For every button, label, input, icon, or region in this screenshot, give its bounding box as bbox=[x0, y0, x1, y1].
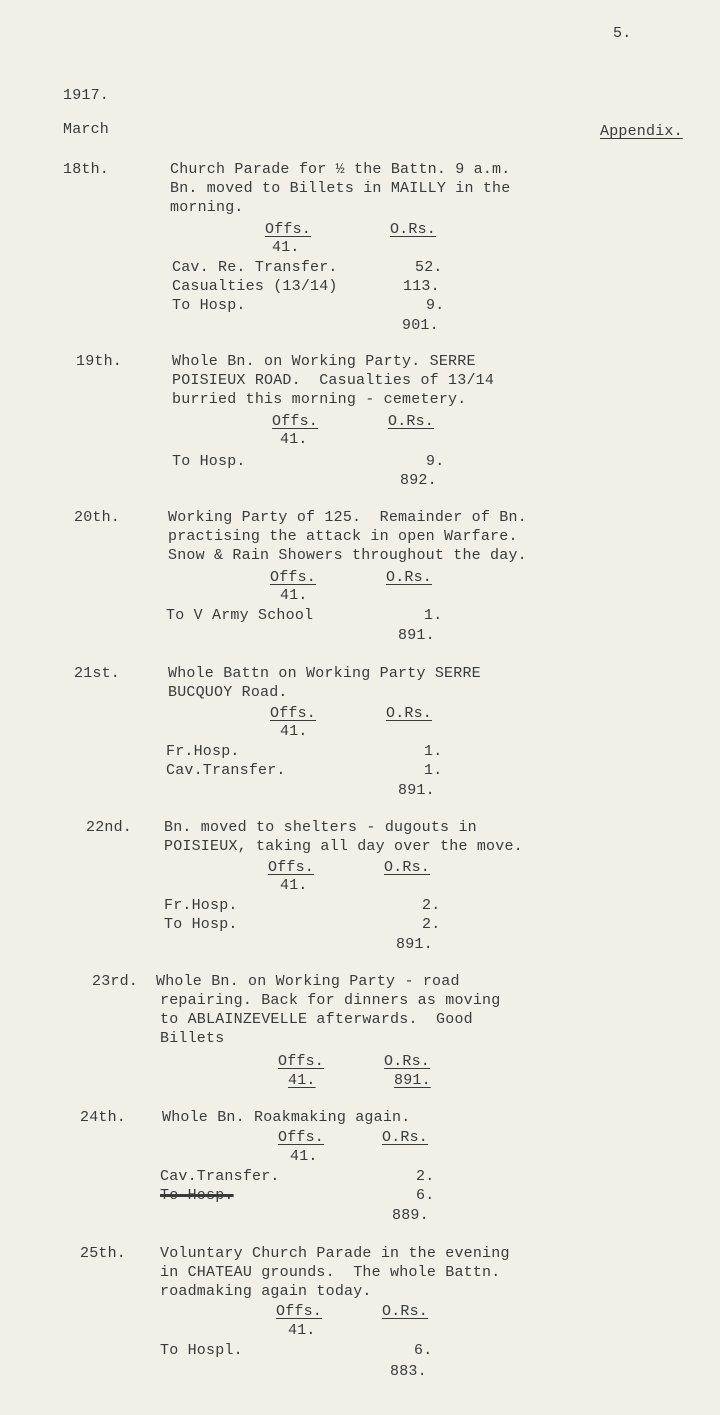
appendix-heading: Appendix. bbox=[600, 123, 683, 140]
item-label: To V Army School bbox=[166, 607, 314, 624]
item-value: 1. bbox=[424, 607, 443, 624]
total-value: 883. bbox=[390, 1363, 427, 1380]
offs-value: 41. bbox=[272, 239, 300, 256]
item-value: 9. bbox=[426, 453, 445, 470]
total-value: 891. bbox=[398, 627, 435, 644]
ors-label: O.Rs. bbox=[382, 1303, 429, 1320]
offs-value: 41. bbox=[290, 1148, 318, 1165]
entry-date: 25th. bbox=[80, 1245, 127, 1262]
item-label: Fr.Hosp. bbox=[166, 743, 240, 760]
page-number: 5. bbox=[613, 25, 632, 42]
total-value: 889. bbox=[392, 1207, 429, 1224]
entry-line: burried this morning - cemetery. bbox=[172, 391, 467, 408]
entry-date: 24th. bbox=[80, 1109, 127, 1126]
ors-label: O.Rs. bbox=[386, 705, 433, 722]
item-value: 52. bbox=[415, 259, 443, 276]
entry-line: POISIEUX, taking all day over the move. bbox=[164, 838, 523, 855]
entry-line: POISIEUX ROAD. Casualties of 13/14 bbox=[172, 372, 495, 389]
entry-date: 21st. bbox=[74, 665, 121, 682]
item-label: To Hosp. bbox=[172, 297, 246, 314]
item-label: To Hosp. bbox=[172, 453, 246, 470]
entry-line: Snow & Rain Showers throughout the day. bbox=[168, 547, 527, 564]
ors-label: O.Rs. bbox=[386, 569, 433, 586]
entry-date: 22nd. bbox=[86, 819, 133, 836]
offs-label: Offs. bbox=[272, 413, 319, 430]
entry-line: Voluntary Church Parade in the evening bbox=[160, 1245, 510, 1262]
item-label: Cav.Transfer. bbox=[166, 762, 286, 779]
entry-line: Whole Bn. on Working Party - road bbox=[156, 973, 460, 990]
entry-line: morning. bbox=[170, 199, 244, 216]
item-label: Cav. Re. Transfer. bbox=[172, 259, 338, 276]
entry-date: 20th. bbox=[74, 509, 121, 526]
year-heading: 1917. bbox=[63, 87, 110, 104]
total-value: 891. bbox=[398, 782, 435, 799]
offs-label: Offs. bbox=[278, 1053, 325, 1070]
entry-line: Whole Battn on Working Party SERRE bbox=[168, 665, 481, 682]
offs-value: 41. bbox=[288, 1322, 316, 1339]
item-value: 9. bbox=[426, 297, 445, 314]
entry-line: practising the attack in open Warfare. bbox=[168, 528, 518, 545]
item-label-struck: To Hosp. bbox=[160, 1187, 234, 1204]
ors-label: O.Rs. bbox=[384, 1053, 431, 1070]
entry-date: 18th. bbox=[63, 161, 110, 178]
item-label: To Hospl. bbox=[160, 1342, 243, 1359]
item-value: 1. bbox=[424, 762, 443, 779]
month-heading: March bbox=[63, 121, 110, 138]
item-label: Fr.Hosp. bbox=[164, 897, 238, 914]
entry-line: roadmaking again today. bbox=[160, 1283, 372, 1300]
offs-label: Offs. bbox=[268, 859, 315, 876]
item-value: 2. bbox=[422, 916, 441, 933]
ors-label: O.Rs. bbox=[390, 221, 437, 238]
entry-line: in CHATEAU grounds. The whole Battn. bbox=[160, 1264, 501, 1281]
ors-label: O.Rs. bbox=[382, 1129, 429, 1146]
item-value: 2. bbox=[422, 897, 441, 914]
offs-label: Offs. bbox=[265, 221, 312, 238]
ors-label: O.Rs. bbox=[388, 413, 435, 430]
item-label: To Hosp. bbox=[164, 916, 238, 933]
total-value: 892. bbox=[400, 472, 437, 489]
offs-label: Offs. bbox=[270, 569, 317, 586]
offs-label: Offs. bbox=[278, 1129, 325, 1146]
entry-line: Bn. moved to Billets in MAILLY in the bbox=[170, 180, 511, 197]
ors-value: 891. bbox=[394, 1072, 431, 1089]
offs-value: 41. bbox=[280, 877, 308, 894]
total-value: 891. bbox=[396, 936, 433, 953]
offs-value: 41. bbox=[280, 587, 308, 604]
entry-line: Whole Bn. Roakmaking again. bbox=[162, 1109, 411, 1126]
item-label: Cav.Transfer. bbox=[160, 1168, 280, 1185]
entry-date: 23rd. bbox=[92, 973, 139, 990]
entry-line: repairing. Back for dinners as moving bbox=[160, 992, 501, 1009]
offs-label: Offs. bbox=[270, 705, 317, 722]
entry-line: BUCQUOY Road. bbox=[168, 684, 288, 701]
item-value: 6. bbox=[416, 1187, 435, 1204]
item-label: Casualties (13/14) bbox=[172, 278, 338, 295]
item-value: 113. bbox=[403, 278, 440, 295]
entry-line: Billets bbox=[160, 1030, 225, 1047]
entry-line: Working Party of 125. Remainder of Bn. bbox=[168, 509, 527, 526]
item-value: 6. bbox=[414, 1342, 433, 1359]
offs-value: 41. bbox=[280, 431, 308, 448]
entry-line: to ABLAINZEVELLE afterwards. Good bbox=[160, 1011, 473, 1028]
ors-label: O.Rs. bbox=[384, 859, 431, 876]
entry-line: Church Parade for ½ the Battn. 9 a.m. bbox=[170, 161, 511, 178]
offs-value: 41. bbox=[280, 723, 308, 740]
offs-label: Offs. bbox=[276, 1303, 323, 1320]
entry-date: 19th. bbox=[76, 353, 123, 370]
entry-line: Bn. moved to shelters - dugouts in bbox=[164, 819, 477, 836]
total-value: 901. bbox=[402, 317, 439, 334]
entry-line: Whole Bn. on Working Party. SERRE bbox=[172, 353, 476, 370]
offs-value: 41. bbox=[288, 1072, 316, 1089]
item-value: 1. bbox=[424, 743, 443, 760]
item-value: 2. bbox=[416, 1168, 435, 1185]
